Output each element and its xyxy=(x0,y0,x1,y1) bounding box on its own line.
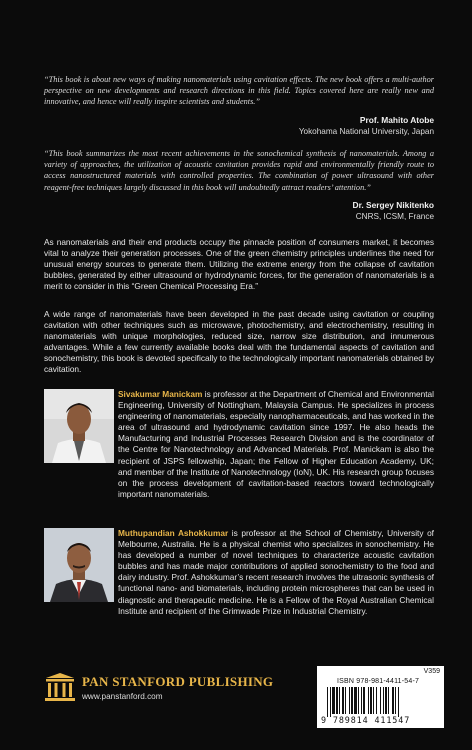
barcode-digits: 9 789814 411547 xyxy=(321,715,411,725)
price-code: V359 xyxy=(423,668,440,675)
isbn-barcode xyxy=(317,666,444,728)
quote-author-affiliation: Yokohama National University, Japan xyxy=(298,126,434,136)
quote-author-name: Dr. Sergey Nikitenko xyxy=(352,199,434,210)
quote-text: “This book summarizes the most recent achievements in the sonochemical synthesis of nanomaterials. Among a variety of approaches, the utilization of acoustic cavitation provides rapid and environmentally friendly route to access nanostructured materials with controlled properties. The combination of power ultrasound with other reagent-free techniques largely discussed in this book will undoubtedly attract readers’ attention.” xyxy=(44,149,434,192)
author-photo-ashokkumar xyxy=(44,528,114,602)
quote-attribution xyxy=(44,200,434,222)
description-paragraph-2: A wide range of nanomaterials have been developed in the past decade using cavitation or coupling cavitation with other techniques such as microwave, photochemistry, and electrochemistry, resulting in nanomaterials with unique morphologies, reduced size, narrow size distribution, and innumerous advantages. While a few currently available books deal with the fundamental aspects of cavitation and sonochemistry, this book is devoted specifically to the technologically important nanomaterials obtained by cavitation. xyxy=(44,309,434,375)
author-bio-text: is professor at the School of Chemistry, University of Melbourne, Australia. He is a physical chemist who specializes in sonochemistry. He has developed a number of novel techniques to characterize acoustic cavitation bubbles and has made major contributions of applied sonochemistry to the food and dairy industry. Prof. Ashokkumar’s recent research involves the ultrasonic synthesis of functional nano- and biomaterials, including protein microspheres that can be used in diagnostic and therapeutic medicine. He is a Fellow of the Royal Australian Chemical Institute and recipient of the Grimwade Prize in Industrial Chemistry. xyxy=(118,528,434,616)
publisher-block xyxy=(44,672,274,707)
description-paragraph-1: As nanomaterials and their end products occupy the pinnacle position of consumers market, it becomes vital to analyze their generation processes. One of the green chemistry principles underlines the need for unusual energy sources to generate them. Utilizing the extreme energy from the collapse of cavitation bubbles, generated by either ultrasound or hydrodynamic forces, for the generation of nanomaterials is a merit to consider in this “Green Chemical Processing Era.” xyxy=(44,237,434,292)
author-bio-ashokkumar xyxy=(118,528,434,617)
publisher-url: www.panstanford.com xyxy=(82,692,163,701)
endorsement-quote-1 xyxy=(44,74,434,137)
quote-attribution xyxy=(44,115,434,137)
author-name: Muthupandian Ashokkumar xyxy=(118,528,229,538)
publisher-name: PAN STANFORD PUBLISHING xyxy=(82,674,274,689)
author-photo-manickam xyxy=(44,389,114,463)
author-bio-text: is professor at the Department of Chemical and Environmental Engineering, University of Nottingham, Malaysia Campus. He specializes in process engineering of nanomaterials, especially nanopharmaceuticals, and has worked in the area of ultrasound and hydrodynamic cavitation since 1997. He also heads the Manufacturing and Industrial Processes Research Division and is the coordinator of the Centre for Nanotechnology and Advanced Materials. Prof. Manickam is also the recipient of JSPS fellowship, Japan; the Fellow of Higher Education Academy, UK; and member of the Institute of Nanotechnology (IoN), UK. His research group focuses on the process development of cavitation-based reactors toward technologically important nanomaterials. xyxy=(118,389,434,499)
quote-text: “This book is about new ways of making nanomaterials using cavitation effects. The new book offers a multi-author perspective on new developments and research directions in this field. Topics covered here are really new and innovative, and hence will really inspire scientists and students.” xyxy=(44,75,434,107)
isbn-number: ISBN 978-981-4411-54-7 xyxy=(337,678,420,685)
quote-author-affiliation: CNRS, ICSM, France xyxy=(355,211,434,221)
quote-author-name: Prof. Mahito Atobe xyxy=(359,114,434,125)
barcode-bars-icon xyxy=(325,687,436,717)
pan-stanford-logo-icon xyxy=(44,672,76,702)
endorsement-quote-2 xyxy=(44,148,434,222)
author-bio-manickam xyxy=(118,389,434,500)
author-name: Sivakumar Manickam xyxy=(118,389,203,399)
